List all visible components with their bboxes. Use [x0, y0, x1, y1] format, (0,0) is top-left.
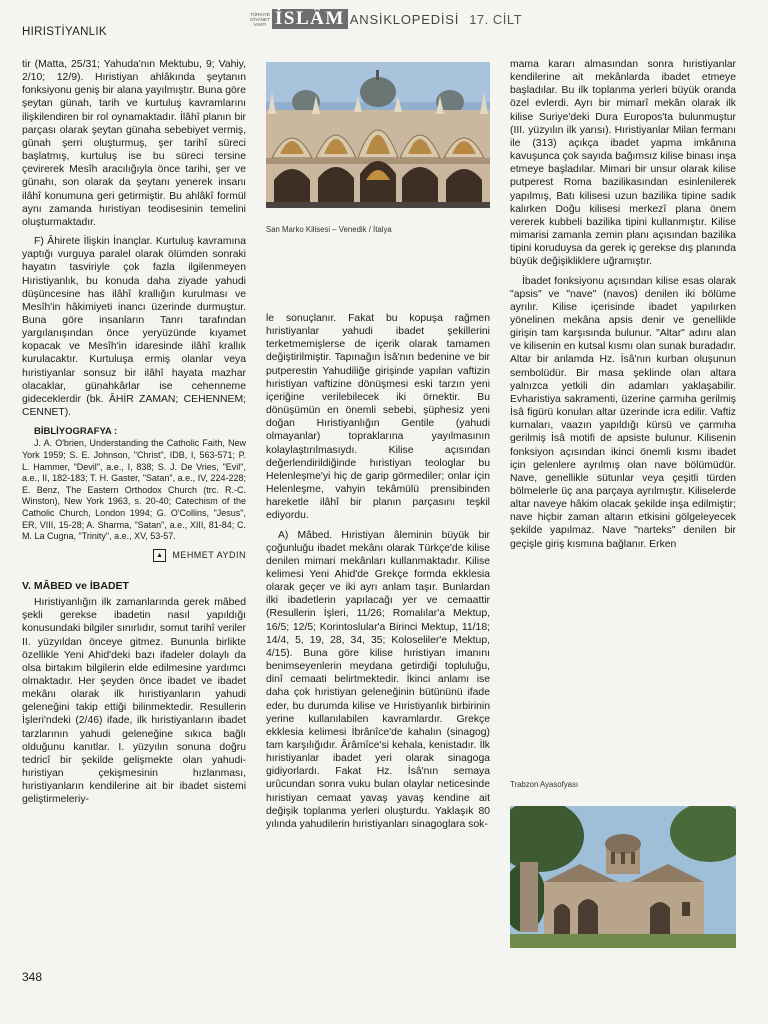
trabzon-photo: [510, 806, 736, 948]
volume-label: 17. CİLT: [469, 11, 523, 27]
image-caption: Trabzon Ayasofyası: [510, 780, 579, 789]
bibliography-heading: BİBLİYOGRAFYA :: [34, 426, 118, 438]
logo-word: İSLÂM: [272, 9, 348, 29]
masthead: [248, 9, 522, 29]
image-caption: San Marko Kilisesi – Venedik / İtalya: [266, 225, 392, 234]
paragraph: A) Mâbed. Hıristiyan âleminin büyük bir çoğunluğu ibadet mekânı olarak Türkçe'de kilise denilen mimari mekânları kullanmaktadır. Kilise kelimesi Yeni Ahid'de Grekçe formda ekklesia olarak geçer ve iki ayrı anlam taşır. Bunlardan ilki ibadetlerin yapılacağı yer ve cemaattir (Resullerin İşleri, 11/26; Romalılar'a Mektup, 16/5; 12/5; Korintoslular'a Birinci Mektup, 11/18; 14/4, 5, 19, 28, 34, 35; Koloseliler'e Mektup, 4/15). Buna göre kilise hıristiyan imanını benimseyenlerin meydana getirdiği topluluğu, dinî cemaati belirtmektedir. İkinci anlamı ise daha çok hıristiyan geleneğinin bütününü ifade eder, bu durumda kilise ve Hıristiyanlık birbirinin yerine kullanılabilen kavramlardır. Grekçe ekklesia kelimesi İbrânîce'de kahalın (sinagog) tam karşılığıdır. Ârâmîce'si kehala, kenistadır. İlk hıristiyanlar ibadet yeri olarak sinagoga gidiyorlardı. Fakat Hz. İsâ'nın semaya urûcundan sonra vuku bulan olaylar neticesinde hıristiyan cemaat yavaş yavaş kendine ait değişik toplanma yerleri oluşturdu. Yaklaşık 80 yılında yahudilerin hıristiyanları sinagoglara sok-: [266, 529, 490, 830]
paragraph: Hıristiyanlığın ilk zamanlarında gerek mâbed şekli gerekse ibadetin nasıl yapıldığı konusundaki bilgiler sınırlıdır, somut tarihî veriler II. yüzyıldan önceye gitmez. Bununla birlikte özellikle Yeni Ahid'deki bazı ifadeler dolaylı da olsa birtakım bilgilerin elde edilmesine yardımcı olmaktadır. Her şeyden önce ibadet ve ibadet mekânı olarak ilk hıristiyanların yahudi geleneğini takip ettiği bilinmektedir. Resullerin İşleri'ndeki (2/46) ifade, ilk hıristiyanların ibadet tarzlarının yahudi geleneğine sıkıca bağlı olduğunu kanıtlar. I. yüzyılın sonuna doğru tedricî bir şekilde gelişmekte olan yahudi-hıristiyan çekişmesinin hızlanması, hıristiyanların kendilerine ait bir ibadet sistemi geliştirmeleriy-: [22, 597, 246, 806]
paragraph: tir (Matta, 25/31; Yahuda'nın Mektubu, 9; Vahiy, 2/10; 12/9). Hıristiyan ahlâkında şeytanın fonksiyonu geniş bir alana yayılmıştır. Buna göre şeytan günah, tarih ve kurtuluş kavramlarını ilişkilendiren bir rol oynamaktadır. İlâhî planın bir parçası olarak şeytan günaha sebebiyet vermiş, günah şerri oluşturmuş, şer tarihî süreci başlatmış, kurtuluş ise bu süreci tersine çevirerek Mesîh aracılığıyla önce tarihi, şer ve günahı, son olarak da şeytanı yenerek insanı ilâhî konumuna geri getirmiştir. Bu ahlâkî formül aynı zamanda hıristiyan teodisesinin temelini oluşturmaktadır.: [22, 59, 246, 228]
paragraph: mama kararı almasından sonra hıristiyanlar kendilerine ait mekânlarda ibadet etmeye başladılar. Bu ilk toplanma yerleri büyük oranda özel evlerdi. Ayrı bir mimarî mekân olarak ilk kilise Suriye'deki Dura Europos'ta bulunmuştur (III. yüzyılın ilk yarısı). Hıristiyanlar Milan fermanı ile (313) açıkça ibadet yapma imkânına kavuşunca çok sayıda bağımsız kilise binası inşa etmeye başladılar. Mimari bir unsur olarak kilise putperest Roma bazilikasından esinlenilerek yapılmış, Batı kilisesi uzun bazilika tipine sadık kalırken Doğu kilisesi merkezî plana önem vererek kubbeli bazilika tipini kullanmıştır. Kilise mimarisi zamanla zemin planı açısından bazilika tipini koruduysa da gerek iç gerekse dış planında büyük değişikliklere uğramıştır.: [510, 59, 736, 268]
running-title: HIRISTİYANLIK: [22, 26, 107, 38]
san-marco-photo: [266, 62, 490, 208]
section-heading: V. MÂBED ve İBADET: [22, 579, 129, 592]
paragraph: le sonuçlanır. Fakat bu kopuşa rağmen hıristiyanlar yahudi ibadet şekillerini terketmemişlerse de içerik olarak tamamen değiştirilmiştir. Tapınağın İsâ'nın bedenine ve bir putperestin Yahudiliğe girişinde yapılan vaftizin hıristiyan vaftizine dönüşmesi eski tarzın yeni içeriğine verilebilecek iki örnektir. Bu dönüşümün en önemli sebebi, şüphesiz yeni doğan Hıristiyanlığın Gentile (yahudi olmayanlar) topraklarına yayılmasının kolaylaştırılmasıydı. Kilise açısından değerlendirildiğinde hıristiyan teologlar bu Helenleşme'yi hiç de garip görmediler; onlar için Helenleşme, vahyin tekâmülü prensibinden hareketle ilâhî bir planın parçasını teşkil ediyordu.: [266, 313, 490, 522]
author-mark-icon: ▲: [153, 549, 166, 562]
encyclopedia-title: ANSİKLOPEDİSİ: [349, 11, 460, 27]
page-number: 348: [22, 970, 43, 984]
column-1: [22, 58, 246, 807]
column-3: [510, 58, 736, 551]
paragraph: F) Âhirete İlişkin İnançlar. Kurtuluş kavramına yaptığı vurguya paralel olarak ölümden sonraki hayatın tasviriyle çok fazla ilgilenmeyen Hıristiyanlık, bu konuda daha ziyade yahudi düşüncesine has ilâhî krallığın kurulması ve Mesîh'in hâkimiyeti inancı üzerinde durmuştur. Buna göre insanların Tanrı tarafından yargılanışından önce yeryüzünde kıyamet kopacak ve Mesîh'in idaresinde ilâhî krallık kurulacaktır. Kurtuluşa ermiş olanlar veya hıristiyanlar sonsuz bir ilâhî hayata mazhar olacaklar, günahkârlar ise cehenneme gideceklerdir (bk. ÂHİR ZAMAN; CEHENNEM; CENNET).: [22, 236, 246, 419]
bibliography-text: J. A. O'brien, Understanding the Catholic Faith, New York 1959; S. E. Johnson, "Christ", IDB, I, 563-571; P. L. Hammer, "Devil", a.e., I, 838; S. J. De Vries, "Evil", a.e., II, 182-183; T. H. Gaster, "Satan", a.e., IV, 224-228; E. Benz, The Eastern Orthodox Church (trc. R.-C. Winston), New York 1963, s. 20-40; Catechism of the Catholic Church, London 1994; G. O'Collins, "Jesus", ER, VIII, 15-28; A. Sharma, "Satan", a.e., XIII, 81-84; C. M. La Cugna, "Trinity", a.e., XV, 53-57.: [22, 438, 246, 542]
author-signature: ▲ MEHMET AYDIN: [22, 549, 246, 562]
publisher-mark: TÜRKİYE DİYANET VAKFI: [250, 11, 270, 27]
paragraph: İbadet fonksiyonu açısından kilise esas olarak "apsis" ve "nave" (navos) denilen iki bölüme ayrılır. Kilise içerisinde ibadet yapılırken yönelinen mekâna apsis denir ve genellikle girişin tam karşısında bulunur. "Altar" adını alan ve kilisenin en kutsal kısmı olan sunak buradadır. Altar bir anlamda Hz. İsâ'nın kurban oluşunun sembolüdür. Bir masa şeklinde olan altara yalnızca yetkili din adamları yaklaşabilir. Evharistiya sakramenti, üzerine çarmıha gerilmiş İsâ figürü konulan altar üzerinde icra edilir. Vaftiz kurnaları, vaazın yapıldığı kürsü ve çarmıha gerilmiş İsâ motifi de apsiste bulunur. Kilisenin fonksiyon açısından ikinci önemli kısmı ibadet için gelenlere ayrılmış olan nave bölümüdür. Nave, genellikle sütunlar veya çeşitli türden bölmelerle üç ana parçaya ayrılmıştır. Kiliselerde altar naveye hâkim olacak şekilde inşa edilmiştir; nave hiçbir zaman altarın etkisini gölgeleyecek şekilde yapılmaz. Nave "narteks" denilen bir geçişle giriş kısmına bağlanır. Erken: [510, 275, 736, 550]
column-2: [266, 312, 490, 831]
